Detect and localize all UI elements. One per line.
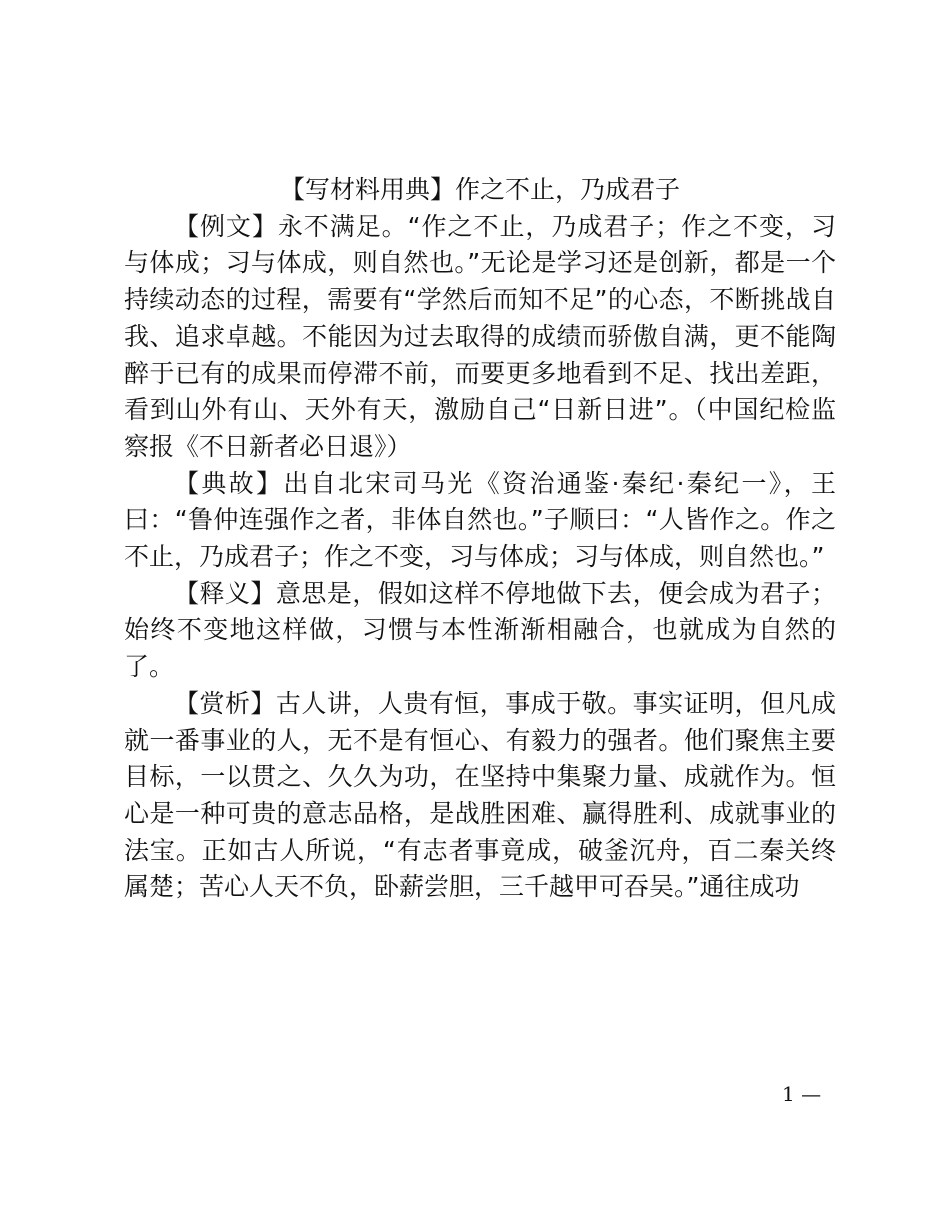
- section-tag-example: 【例文】: [174, 211, 278, 241]
- section-text-meaning: 意思是，假如这样不停地做下去，便会成为君子；始终不变地这样做，习惯与本性渐渐相融合，也就成为自然的了。: [124, 578, 836, 682]
- section-tag-meaning: 【释义】: [174, 578, 276, 608]
- paragraph-allusion: [124, 466, 836, 576]
- section-tag-allusion: 【典故】: [174, 468, 284, 498]
- section-tag-appreciation: 【赏析】: [174, 688, 276, 718]
- document-title: 【写材料用典】作之不止，乃成君子: [279, 175, 680, 204]
- section-text-allusion: 出自北宋司马光《资治通鉴·秦纪·秦纪一》，王曰：“鲁仲连强作之者，非体自然也。”子顺曰：“人皆作之。作之不止，乃成君子；作之不变，习与体成；习与体成，则自然也。”: [124, 468, 836, 572]
- paragraph-example: [124, 209, 836, 466]
- paragraph-meaning: [124, 576, 836, 686]
- section-text-example: 永不满足。“作之不止，乃成君子；作之不变，习与体成；习与体成，则自然也。”无论是学习还是创新，都是一个持续动态的过程，需要有“学然后而知不足”的心态，不断挑战自我、追求卓越。不能因为过去取得的成绩而骄傲自满，更不能陶醉于已有的成果而停滞不前，而要更多地看到不足、找出差距，看到山外有山、天外有天，激励自己“日新日进”。（中国纪检监察报《不日新者必日退》）: [124, 211, 836, 461]
- page-number: 1 —: [782, 1082, 822, 1106]
- paragraph-appreciation: [124, 686, 836, 906]
- document-body: [124, 172, 836, 906]
- section-text-appreciation: 古人讲，人贵有恒，事成于敬。事实证明，但凡成就一番事业的人，无不是有恒心、有毅力的强者。他们聚焦主要目标，一以贯之、久久为功，在坚持中集聚力量、成就作为。恒心是一种可贵的意志品格，是战胜困难、赢得胜利、成就事业的法宝。正如古人所说，“有志者事竟成，破釜沉舟，百二秦关终属楚；苦心人天不负，卧薪尝胆，三千越甲可吞吴。”通往成功: [124, 688, 836, 902]
